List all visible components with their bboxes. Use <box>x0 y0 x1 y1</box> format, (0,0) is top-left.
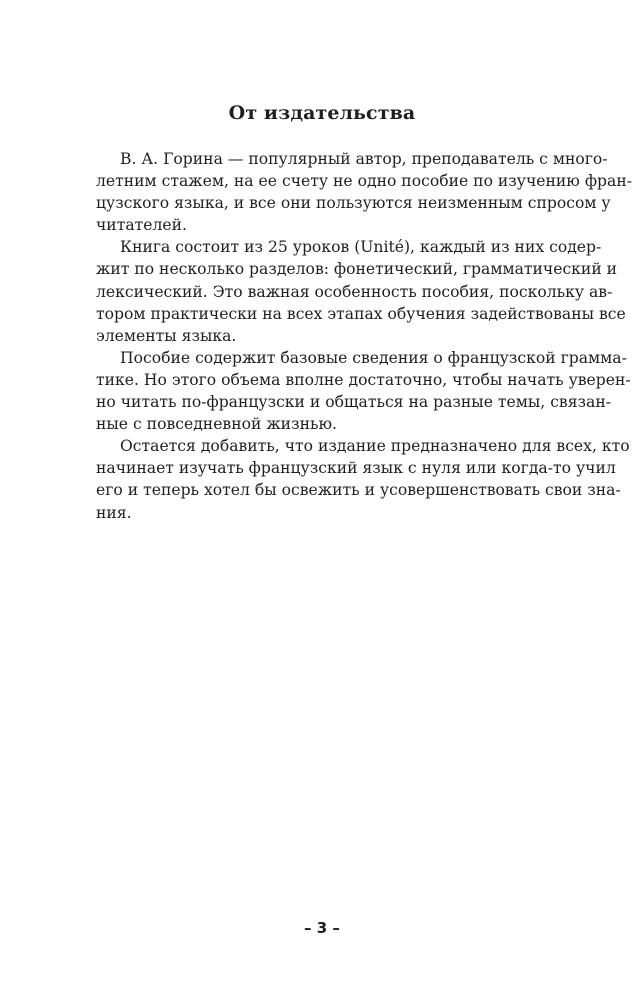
page-number: – 3 – <box>304 919 340 937</box>
text-line: элементы языка. <box>96 326 237 345</box>
text-line: ные с повседневной жизнью. <box>96 415 337 434</box>
text-line: Книга состоит из 25 уроков (Unité), каждый из них содер- <box>120 238 602 257</box>
paragraph-2 <box>72 236 626 346</box>
text-line: Пособие содержит базовые сведения о французской грамма- <box>120 348 627 367</box>
text-line: летним стажем, на ее счету не одно пособие по изучению фран- <box>96 172 632 191</box>
body-text <box>72 148 632 524</box>
text-line: начинает изучать французский язык с нуля или когда-то учил <box>96 459 616 478</box>
text-line: ния. <box>96 503 132 522</box>
text-line: жит по несколько разделов: фонетический, грамматический и <box>96 260 618 279</box>
text-line: его и теперь хотел бы освежить и усовершенствовать свои зна- <box>96 481 621 500</box>
text-line: В. А. Горина — популярный автор, преподаватель с много- <box>120 150 608 168</box>
text-line: тором практически на всех этапах обучения задействованы все <box>96 304 626 323</box>
text-line: но читать по-французски и общаться на разные темы, связан- <box>96 393 612 412</box>
paragraph-1 <box>72 148 632 236</box>
text-line: лексический. Это важная особенность пособия, поскольку ав- <box>96 282 613 301</box>
paragraph-3 <box>72 347 631 435</box>
page-title: От издательства <box>228 102 416 124</box>
paragraph-4 <box>72 435 630 523</box>
text-line: Остается добавить, что издание предназначено для всех, кто <box>120 437 630 456</box>
text-line: читателей. <box>96 216 187 235</box>
text-line: тике. Но этого объема вполне достаточно, чтобы начать уверен- <box>96 370 631 389</box>
text-line: цузского языка, и все они пользуются неизменным спросом у <box>96 194 611 213</box>
